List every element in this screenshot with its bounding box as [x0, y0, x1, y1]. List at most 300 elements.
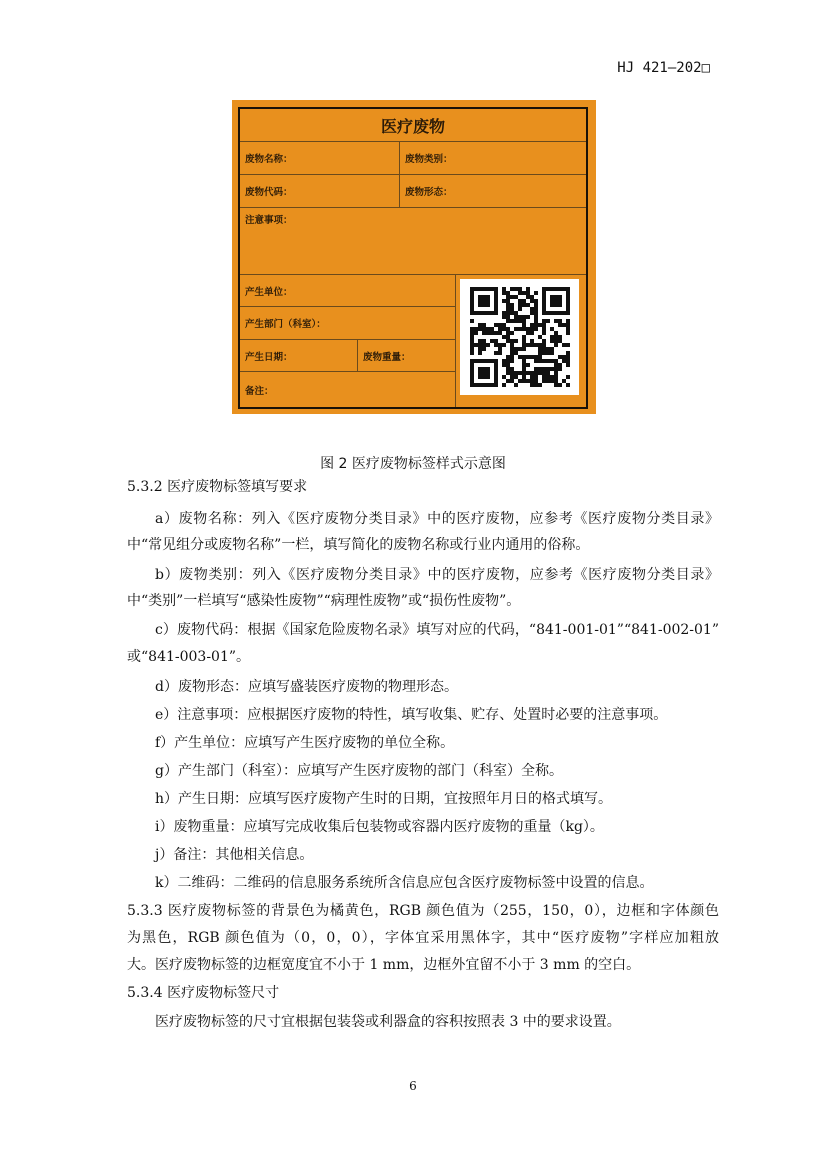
qr-module — [554, 379, 558, 383]
qr-module — [538, 367, 542, 371]
qr-module — [530, 355, 534, 359]
qr-module — [530, 295, 534, 299]
qr-module — [558, 303, 562, 307]
qr-module — [478, 327, 482, 331]
qr-module — [546, 375, 550, 379]
qr-module — [470, 295, 474, 299]
qr-module — [550, 339, 554, 343]
qr-module — [546, 359, 550, 363]
qr-module — [542, 375, 546, 379]
qr-module — [518, 355, 522, 359]
section-5-3-3-line2: 为黑色，RGB 颜色值为（0，0，0），字体宜采用黑体字，其中“医疗废物”字样应加粗放 — [127, 930, 719, 946]
qr-module — [478, 375, 482, 379]
qr-module — [534, 307, 538, 311]
qr-module — [494, 287, 498, 291]
qr-module — [482, 367, 486, 371]
qr-module — [514, 351, 518, 355]
section-5-3-3-line3: 大。医疗废物标签的边框宽度宜不小于 1 mm，边框外宜留不小于 3 mm 的空白。 — [127, 957, 641, 973]
qr-module — [554, 319, 558, 323]
qr-module — [482, 327, 486, 331]
qr-module — [522, 291, 526, 295]
qr-module — [506, 331, 510, 335]
qr-module — [550, 287, 554, 291]
field-waste-name: 废物名称： — [240, 142, 400, 175]
qr-module — [530, 343, 534, 347]
qr-module — [482, 303, 486, 307]
qr-module — [538, 351, 542, 355]
qr-module — [546, 319, 550, 323]
qr-module — [538, 335, 542, 339]
qr-module — [498, 351, 502, 355]
qr-module — [546, 379, 550, 383]
field-date: 产生日期： — [240, 340, 358, 372]
qr-module — [534, 319, 538, 323]
qr-module — [566, 327, 570, 331]
qr-module — [534, 323, 538, 327]
qr-module — [482, 295, 486, 299]
qr-module — [506, 295, 510, 299]
qr-module — [558, 323, 562, 327]
qr-module — [534, 375, 538, 379]
label-title: 医疗废物 — [240, 109, 586, 142]
qr-module — [534, 355, 538, 359]
qr-module — [550, 367, 554, 371]
qr-module — [506, 335, 510, 339]
qr-module — [486, 343, 490, 347]
qr-module — [522, 299, 526, 303]
qr-module — [482, 359, 486, 363]
qr-module — [514, 315, 518, 319]
medical-waste-label-figure — [232, 100, 596, 414]
qr-module — [554, 339, 558, 343]
qr-module — [514, 319, 518, 323]
qr-module — [502, 315, 506, 319]
qr-module — [542, 331, 546, 335]
qr-module — [510, 303, 514, 307]
field-waste-category: 废物类别： — [400, 142, 586, 175]
qr-module — [542, 307, 546, 311]
qr-module — [482, 383, 486, 387]
qr-module — [538, 343, 542, 347]
qr-module — [470, 339, 474, 343]
qr-module — [506, 359, 510, 363]
qr-module — [546, 347, 550, 351]
qr-module — [558, 319, 562, 323]
qr-module — [522, 303, 526, 307]
qr-module — [534, 299, 538, 303]
qr-module — [486, 287, 490, 291]
qr-module — [506, 319, 510, 323]
qr-module — [534, 359, 538, 363]
qr-module — [502, 291, 506, 295]
qr-module — [474, 383, 478, 387]
qr-module — [490, 383, 494, 387]
qr-module — [486, 367, 490, 371]
qr-module — [482, 371, 486, 375]
qr-module — [506, 379, 510, 383]
qr-module — [554, 295, 558, 299]
qr-module — [538, 355, 542, 359]
paragraph-k: k）二维码：二维码的信息服务系统所含信息应包含医疗废物标签中设置的信息。 — [155, 875, 654, 891]
qr-module — [518, 379, 522, 383]
qr-module — [554, 335, 558, 339]
qr-module — [514, 295, 518, 299]
qr-module — [494, 323, 498, 327]
qr-module — [554, 287, 558, 291]
qr-module — [482, 299, 486, 303]
qr-module — [554, 343, 558, 347]
qr-module — [550, 347, 554, 351]
qr-module — [522, 319, 526, 323]
qr-module — [478, 367, 482, 371]
qr-module — [542, 299, 546, 303]
qr-module — [470, 367, 474, 371]
qr-module — [470, 291, 474, 295]
qr-module — [530, 339, 534, 343]
qr-module — [470, 299, 474, 303]
qr-module — [490, 311, 494, 315]
qr-module — [470, 359, 474, 363]
page-number: 6 — [409, 1079, 417, 1093]
qr-module — [542, 379, 546, 383]
qr-module — [538, 359, 542, 363]
qr-module — [554, 359, 558, 363]
qr-module — [490, 331, 494, 335]
qr-module — [502, 287, 506, 291]
qr-module — [558, 295, 562, 299]
qr-module — [510, 355, 514, 359]
qr-module — [522, 315, 526, 319]
qr-module — [562, 359, 566, 363]
paragraph-g: g）产生部门（科室）：应填写产生医疗废物的部门（科室）全称。 — [155, 763, 563, 779]
qr-module — [486, 299, 490, 303]
qr-module — [518, 327, 522, 331]
qr-module — [542, 319, 546, 323]
qr-module — [494, 363, 498, 367]
qr-module — [554, 311, 558, 315]
qr-module — [470, 303, 474, 307]
qr-module — [510, 319, 514, 323]
qr-module — [554, 383, 558, 387]
qr-module — [562, 323, 566, 327]
qr-module — [514, 311, 518, 315]
qr-module — [486, 371, 490, 375]
qr-module — [510, 295, 514, 299]
qr-module — [542, 367, 546, 371]
qr-module — [486, 295, 490, 299]
qr-module — [566, 363, 570, 367]
qr-module — [550, 303, 554, 307]
qr-module — [502, 359, 506, 363]
qr-module — [554, 363, 558, 367]
qr-module — [546, 351, 550, 355]
qr-module — [486, 359, 490, 363]
qr-module — [498, 323, 502, 327]
qr-module — [518, 319, 522, 323]
qr-module — [494, 339, 498, 343]
qr-module — [470, 287, 474, 291]
qr-module — [526, 371, 530, 375]
qr-module — [470, 335, 474, 339]
qr-module — [494, 359, 498, 363]
qr-module — [530, 371, 534, 375]
qr-module — [514, 371, 518, 375]
paragraph-h: h）产生日期：应填写医疗废物产生时的日期，宜按照年月日的格式填写。 — [155, 791, 613, 807]
qr-module — [526, 315, 530, 319]
qr-module — [538, 347, 542, 351]
qr-module — [494, 379, 498, 383]
qr-module — [494, 383, 498, 387]
qr-module — [558, 311, 562, 315]
qr-module — [514, 339, 518, 343]
qr-module — [526, 327, 530, 331]
qr-module — [558, 363, 562, 367]
qr-module — [502, 335, 506, 339]
qr-module — [526, 363, 530, 367]
qr-module — [550, 295, 554, 299]
qr-module — [470, 375, 474, 379]
qr-module — [554, 331, 558, 335]
qr-module — [470, 347, 474, 351]
qr-module — [494, 291, 498, 295]
qr-module — [530, 327, 534, 331]
qr-module — [530, 375, 534, 379]
field-waste-code: 废物代码： — [240, 175, 400, 208]
qr-module — [534, 315, 538, 319]
qr-module — [566, 359, 570, 363]
qr-module — [506, 311, 510, 315]
qr-module — [558, 355, 562, 359]
qr-module — [526, 287, 530, 291]
qr-module — [534, 311, 538, 315]
qr-module — [486, 331, 490, 335]
qr-module — [542, 343, 546, 347]
qr-module — [470, 311, 474, 315]
qr-code-icon — [460, 279, 579, 395]
qr-module — [482, 375, 486, 379]
qr-module — [486, 311, 490, 315]
paragraph-a-line1: a）废物名称：列入《医疗废物分类目录》中的医疗废物，应参考《医疗废物分类目录》 — [155, 511, 719, 527]
qr-module — [474, 331, 478, 335]
qr-module — [518, 303, 522, 307]
qr-module — [506, 363, 510, 367]
qr-module — [562, 343, 566, 347]
document-code: HJ 421—202□ — [617, 60, 710, 76]
qr-module — [530, 307, 534, 311]
qr-module — [538, 323, 542, 327]
qr-module — [538, 383, 542, 387]
qr-module — [522, 347, 526, 351]
qr-module — [478, 299, 482, 303]
qr-module — [522, 327, 526, 331]
qr-module — [546, 367, 550, 371]
qr-module — [510, 339, 514, 343]
qr-module — [478, 339, 482, 343]
qr-module — [494, 367, 498, 371]
qr-module — [498, 331, 502, 335]
qr-module — [474, 359, 478, 363]
qr-module — [558, 383, 562, 387]
qr-module — [482, 331, 486, 335]
qr-module — [522, 343, 526, 347]
qr-module — [566, 319, 570, 323]
qr-module — [546, 311, 550, 315]
paragraph-j: j）备注：其他相关信息。 — [155, 847, 314, 863]
qr-module — [550, 359, 554, 363]
qr-module — [522, 375, 526, 379]
qr-module — [482, 339, 486, 343]
qr-module — [474, 327, 478, 331]
qr-module — [566, 331, 570, 335]
qr-module — [566, 375, 570, 379]
qr-module — [474, 287, 478, 291]
field-remark: 备注： — [240, 372, 456, 407]
qr-module — [486, 375, 490, 379]
qr-module — [486, 383, 490, 387]
qr-module — [550, 335, 554, 339]
qr-module — [494, 331, 498, 335]
qr-module — [526, 355, 530, 359]
qr-module — [474, 343, 478, 347]
paragraph-c-line2: 或“841-003-01”。 — [127, 649, 251, 665]
qr-module — [542, 323, 546, 327]
qr-module — [566, 307, 570, 311]
qr-module — [530, 299, 534, 303]
qr-module — [494, 299, 498, 303]
qr-module — [470, 383, 474, 387]
paragraph-b-line1: b）废物类别：列入《医疗废物分类目录》中的医疗废物，应参考《医疗废物分类目录》 — [155, 567, 719, 583]
qr-module — [514, 383, 518, 387]
qr-module — [562, 311, 566, 315]
qr-module — [514, 327, 518, 331]
qr-module — [510, 331, 514, 335]
qr-module — [558, 335, 562, 339]
qr-module — [482, 347, 486, 351]
qr-module — [478, 347, 482, 351]
qr-module — [470, 343, 474, 347]
qr-module — [506, 339, 510, 343]
qr-module — [514, 287, 518, 291]
qr-module — [494, 371, 498, 375]
qr-module — [530, 331, 534, 335]
qr-module — [542, 347, 546, 351]
qr-module — [478, 383, 482, 387]
qr-module — [542, 371, 546, 375]
qr-module — [526, 295, 530, 299]
qr-module — [470, 379, 474, 383]
qr-module — [530, 323, 534, 327]
qr-module — [482, 323, 486, 327]
qr-module — [546, 371, 550, 375]
qr-module — [470, 307, 474, 311]
qr-module — [518, 291, 522, 295]
qr-module — [502, 327, 506, 331]
paragraph-f: f）产生单位：应填写产生医疗废物的单位全称。 — [155, 735, 455, 751]
qr-module — [566, 351, 570, 355]
qr-module — [554, 299, 558, 303]
qr-module — [518, 371, 522, 375]
section-5-3-3-line1: 5.3.3 医疗废物标签的背景色为橘黄色，RGB 颜色值为（255，150，0），边框和字体颜色 — [127, 903, 719, 919]
qr-module — [562, 379, 566, 383]
qr-module — [494, 295, 498, 299]
qr-module — [470, 319, 474, 323]
field-department: 产生部门（科室）： — [240, 307, 456, 340]
qr-module — [510, 375, 514, 379]
qr-module — [506, 355, 510, 359]
qr-module — [530, 383, 534, 387]
qr-module — [490, 327, 494, 331]
qr-module — [510, 351, 514, 355]
qr-module — [510, 379, 514, 383]
qr-module — [566, 299, 570, 303]
qr-module — [518, 347, 522, 351]
qr-module — [510, 311, 514, 315]
qr-module — [550, 379, 554, 383]
qr-module — [546, 287, 550, 291]
qr-module — [534, 379, 538, 383]
qr-module — [514, 375, 518, 379]
qr-module — [494, 351, 498, 355]
qr-module — [534, 327, 538, 331]
qr-module — [534, 383, 538, 387]
qr-module — [470, 331, 474, 335]
qr-module — [550, 375, 554, 379]
qr-module — [478, 351, 482, 355]
qr-module — [502, 343, 506, 347]
qr-module — [522, 323, 526, 327]
qr-module — [566, 383, 570, 387]
qr-module — [558, 287, 562, 291]
qr-module — [566, 311, 570, 315]
qr-module — [526, 303, 530, 307]
qr-module — [510, 359, 514, 363]
qr-module — [518, 315, 522, 319]
qr-module — [534, 291, 538, 295]
qr-module — [542, 295, 546, 299]
qr-module — [506, 303, 510, 307]
qr-module — [542, 287, 546, 291]
section-heading-5-3-2: 5.3.2 医疗废物标签填写要求 — [127, 479, 308, 495]
qr-module — [530, 311, 534, 315]
qr-module — [522, 371, 526, 375]
qr-module — [510, 347, 514, 351]
qr-module — [482, 343, 486, 347]
paragraph-a-line2: 中“常见组分或废物名称”一栏，填写简化的废物名称或行业内通用的俗称。 — [127, 537, 590, 553]
qr-module — [518, 307, 522, 311]
field-weight: 废物重量： — [358, 340, 456, 372]
qr-module — [542, 303, 546, 307]
qr-module — [470, 363, 474, 367]
qr-module — [502, 299, 506, 303]
qr-module — [554, 375, 558, 379]
qr-module — [550, 327, 554, 331]
qr-module — [478, 287, 482, 291]
qr-module — [490, 359, 494, 363]
qr-module — [486, 327, 490, 331]
qr-module — [522, 355, 526, 359]
qr-module — [554, 371, 558, 375]
qr-module — [474, 311, 478, 315]
field-waste-form: 废物形态： — [400, 175, 586, 208]
qr-module — [522, 339, 526, 343]
qr-module — [498, 347, 502, 351]
qr-module — [510, 287, 514, 291]
qr-module — [522, 379, 526, 383]
qr-module — [558, 339, 562, 343]
qr-module — [478, 295, 482, 299]
qr-module — [542, 351, 546, 355]
qr-module — [478, 303, 482, 307]
